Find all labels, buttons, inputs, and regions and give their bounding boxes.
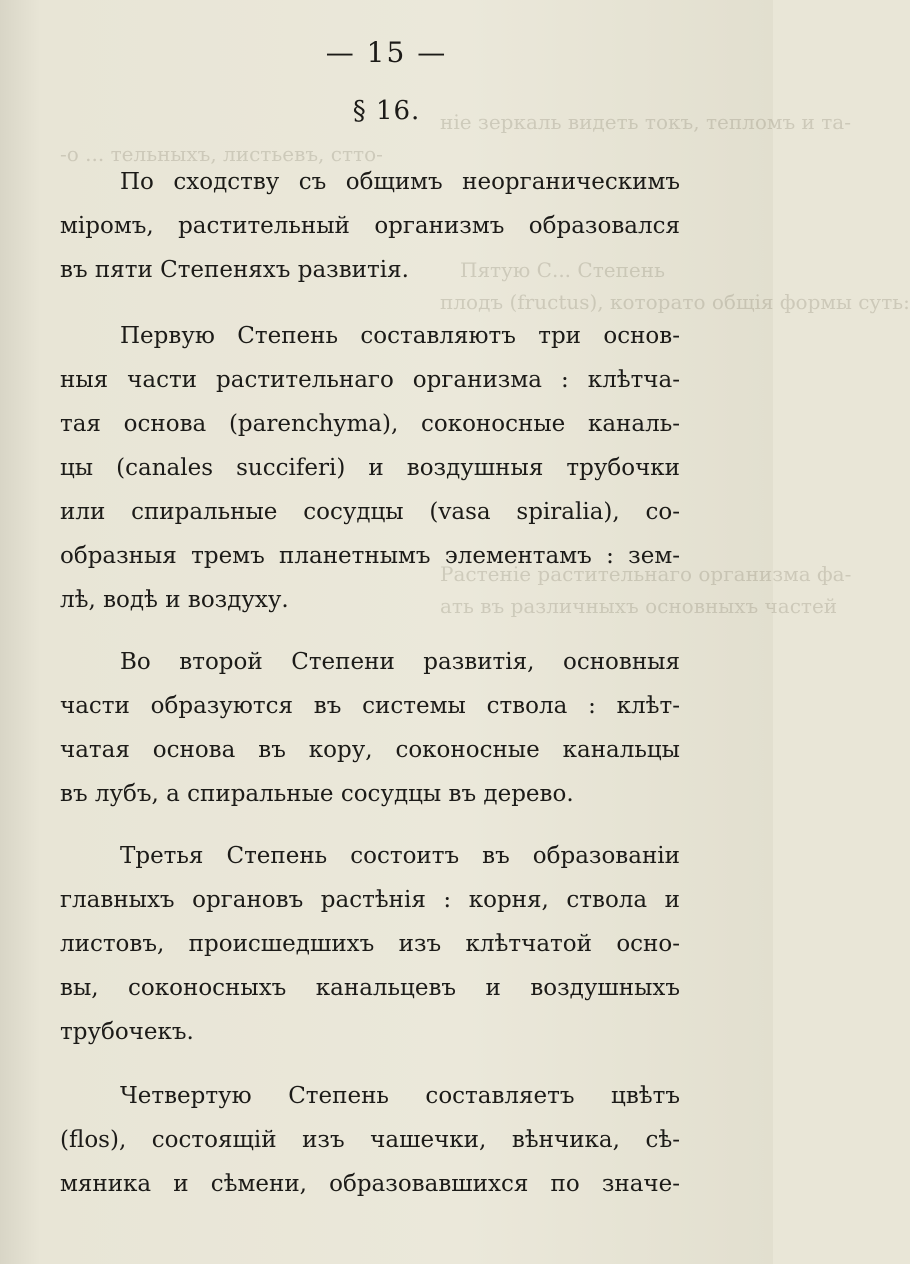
text-line: чатая основа въ кору, соконосные канальцы [60,737,680,763]
text-line: (flos), состоящій изъ чашечки, вѣнчика, сѣ- [60,1127,680,1153]
text-line: цы (canales succiferi) и воздушныя трубочки [60,455,680,481]
text-line: лѣ, водѣ и воздуху. [60,587,289,613]
text-line: образныя тремъ планетнымъ элементамъ : зем- [60,543,680,569]
bleed-through-text: ать въ различныхъ основныхъ частей [440,594,838,618]
text-line: вы, соконосныхъ канальцевъ и воздушныхъ [60,975,680,1001]
text-line: Четвертую Степень составляетъ цвѣтъ [120,1083,680,1109]
paragraph-4 [60,834,680,1054]
paragraph-3 [60,640,680,816]
page-number: — 15 — [325,36,448,69]
text-line: міромъ, растительный организмъ образовался [60,213,680,239]
bleed-through-text: плодъ (fructus), которато общія формы суть: [440,290,910,314]
text-line: части образуются въ системы ствола : клѣт- [60,693,680,719]
text-line: Первую Степень составляютъ три основ- [120,323,680,349]
text-line: тая основа (parenchyma), соконосные каналь- [60,411,680,437]
paragraph-1 [60,160,680,292]
text-line: или спиральные сосудцы (vasa spiralia), со- [60,499,680,525]
bleed-through-text: Растеніе растительнаго организма фа- [440,562,852,586]
section-title: § 16. [352,96,421,126]
text-line: трубочекъ. [60,1019,194,1045]
paragraph-5 [60,1074,680,1206]
bleed-through-text: Пятую С... Степень [460,258,665,282]
bleed-through-text: ніе зеркаль видеть токъ, тепломъ и та- [440,110,851,134]
paragraph-2 [60,314,680,622]
text-line: главныхъ органовъ растѣнія : корня, ствола и [60,887,680,913]
text-line: листовъ, происшедшихъ изъ клѣтчатой осно- [60,931,680,957]
text-line: въ лубъ, а спиральные сосудцы въ дерево. [60,781,574,807]
text-line: Во второй Степени развитія, основныя [120,649,680,675]
text-line: По сходству съ общимъ неорганическимъ [120,169,680,195]
text-line: ныя части растительнаго организма : клѣтча- [60,367,680,393]
text-line: въ пяти Степеняхъ развитія. [60,257,409,283]
bleed-through-text: -о ... тельныхъ, листьевъ, стто- [60,142,383,166]
text-line: мяника и сѣмени, образовавшихся по значе- [60,1171,680,1197]
text-line: Третья Степень состоитъ въ образованіи [120,843,680,869]
